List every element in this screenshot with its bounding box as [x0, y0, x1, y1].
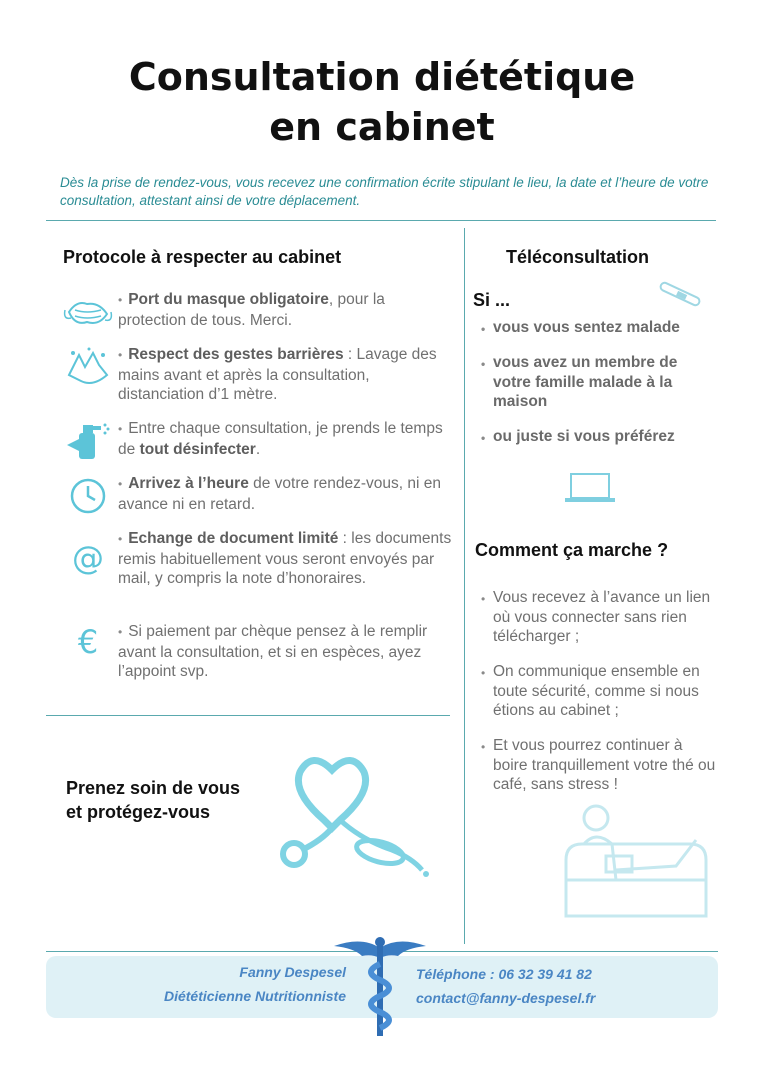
spray-icon: [62, 419, 114, 463]
footer-name: Fanny Despesel: [239, 964, 346, 980]
protocol-heading: Protocole à respecter au cabinet: [63, 247, 342, 267]
list-item: • ou juste si vous préférez: [481, 428, 675, 445]
svg-text:@: @: [72, 539, 104, 577]
euro-icon: [62, 622, 114, 662]
list-item: • Arrivez à l’heure de votre rendez-vous, ni en avance ni en retard.: [62, 474, 452, 518]
thermometer-icon: [655, 280, 705, 310]
divider-vertical: [464, 228, 465, 944]
caduceus-icon: [332, 934, 428, 1038]
footer-role: Diététicienne Nutritionniste: [163, 988, 346, 1004]
list-item: • Et vous pourrez continuer à boire tranquillement votre thé ou café, sans stress !: [481, 737, 716, 793]
mask-icon: [62, 290, 114, 334]
list-item: • Entre chaque consultation, je prends le temps de tout désinfecter.: [62, 419, 452, 463]
how-heading: Comment ça marche ?: [475, 540, 669, 560]
list-item: • On communique ensemble en toute sécurité, comme si nous étions au cabinet ;: [481, 663, 700, 719]
tele-si: Si ...: [473, 290, 511, 310]
clock-icon: [62, 474, 114, 518]
care-line-1: Prenez soin de vous: [66, 778, 241, 798]
list-item: @ • Echange de document limité : les documents remis habituellement vous seront envoyés par mail, y compris la note d’honoraires.: [62, 529, 452, 589]
intro-text: Dès la prise de rendez-vous, vous recevez une confirmation écrite stipulant le lieu, la date et l’heure de votre consultation, attestant ainsi de votre déplacement.: [60, 175, 709, 208]
care-line-2: et protégez-vous: [66, 802, 211, 822]
divider-top: [46, 220, 716, 221]
care-message: [66, 776, 240, 824]
footer-phone: Téléphone : 06 32 39 41 82: [416, 966, 592, 982]
page-title: [0, 52, 764, 152]
sofa-illustration-icon: [556, 800, 716, 920]
stethoscope-heart-icon: [262, 740, 442, 880]
list-item: • Vous recevez à l’avance un lien où vous connecter sans rien télécharger ;: [481, 589, 711, 645]
list-item: • Respect des gestes barrières : Lavage des mains avant et après la consultation, distanciation d’1 mètre.: [62, 345, 452, 405]
title-line-1: Consultation diététique: [128, 55, 636, 99]
list-item: € • Si paiement par chèque pensez à le remplir avant la consultation, et si en espèces, ayez l’appoint svp.: [62, 622, 452, 682]
tele-heading: Téléconsultation: [506, 247, 650, 267]
title-line-2: en cabinet: [269, 105, 495, 149]
at-icon: [62, 529, 114, 589]
svg-text:€: €: [77, 623, 99, 661]
laptop-icon: [563, 470, 617, 504]
list-item: • vous vous sentez malade: [481, 319, 680, 336]
list-item: • Port du masque obligatoire, pour la protection de tous. Merci.: [62, 290, 452, 334]
handwashing-icon: [62, 345, 114, 389]
list-item: • vous avez un membre de votre famille malade à la maison: [481, 354, 678, 410]
divider-left-bottom: [46, 715, 450, 716]
footer-email[interactable]: contact@fanny-despesel.fr: [416, 990, 596, 1006]
